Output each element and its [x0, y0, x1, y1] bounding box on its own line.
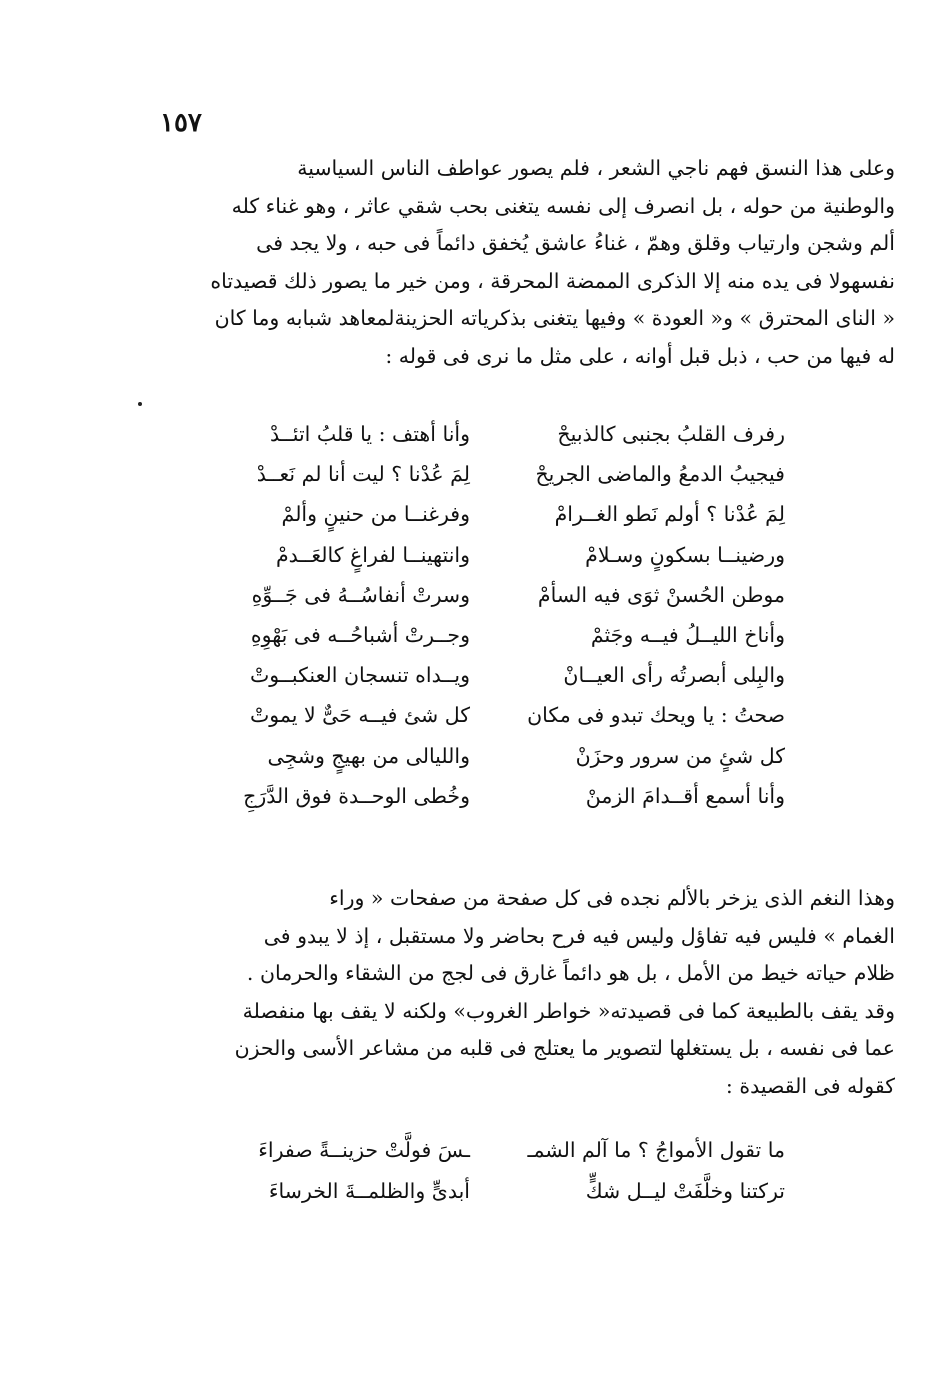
verse [200, 543, 785, 583]
verse [200, 462, 785, 502]
verse [200, 1179, 785, 1220]
verse-second-hemistich: لِمَ عُدْنا ؟ ليت أنا لم نَعــدْ [256, 462, 470, 487]
verse [200, 583, 785, 623]
text-line: عما فى نفسه ، بل يستغلها لتصوير ما يعتلج فى قلبه من مشاعر الأسى والحزن [234, 1036, 895, 1060]
verse-second-hemistich: وجــرتْ أشباحُــه فى بَهْوِهِ [250, 622, 470, 647]
verse-first-hemistich: وأناخ الليــلُ فيــه وجَثمْ [590, 622, 785, 647]
verse [200, 1138, 785, 1179]
text-line: كقوله فى القصيدة : [725, 1073, 895, 1098]
text-line: وهذا النغم الذى يزخر بالألم نجده فى كل صفحة من صفحات « وراء [329, 886, 895, 910]
verse-first-hemistich: ما تقول الأمواجُ ؟ ما آلم الشمـ [527, 1138, 785, 1162]
verse-first-hemistich: ورضينــا بسكونٍ وسـلامْ [585, 542, 785, 567]
verse-first-hemistich: كل شئٍ من سرور وحزَنْ [575, 743, 785, 768]
text-line: ألم وشجن وارتياب وقلق وهمّ ، غناءُ عاشق يُخفق دائماً فى حبه ، ولا يجد فى [256, 231, 895, 255]
verse-second-hemistich: كل شئ فيــه حَىٌّ لا يموتْ [249, 703, 470, 728]
verse-second-hemistich: أبدىٍّ والظلمــةَ الخرساءَ [268, 1179, 470, 1203]
poem-excerpt-1 [200, 422, 785, 824]
text-line: وقد يقف بالطبيعة كما فى قصيدته« خواطر الغروب» ولكنه لا يقف بها منفصلة [242, 998, 895, 1023]
verse-second-hemistich: وخُطى الوحــدة فوق الدَّرَجِ [243, 783, 470, 808]
verse [200, 784, 785, 824]
page-number: ١٥٧ [160, 108, 202, 138]
verse-first-hemistich: صحتُ : يا ويحك تبدو فى مكان [527, 703, 785, 728]
verse-first-hemistich: رفرف القلبُ بجنبى كالذبيحْ [557, 422, 785, 446]
print-speck [138, 402, 142, 406]
verse [200, 744, 785, 784]
paragraph-intro [160, 150, 895, 375]
verse-second-hemistich: وسرتْ أنفاسُــهُ فى جَــوِّهِ [251, 582, 470, 607]
verse [200, 703, 785, 743]
verse-first-hemistich: والبِلى أبصرتُه رأى العيــانْ [563, 663, 785, 688]
text-line: له فيها من حب ، ذبل قبل أوانه ، على مثل ما نرى فى قوله : [385, 343, 895, 368]
text-line: ظلام حياته خيط من الأمل ، بل هو دائماً غارق فى لجج من الشقاء والحرمان . [246, 961, 895, 985]
text-line: « الناى المحترق » و« العودة » وفيها يتغنى بذكرياته الحزينةلمعاهد شبابه وما كان [214, 306, 895, 330]
verse-first-hemistich: فيجيبُ الدمعُ والماضى الجريحْ [535, 462, 785, 487]
verse-second-hemistich: وانتهينــا لفراغٍ كالعَــدمْ [275, 542, 470, 567]
verse-first-hemistich: موطن الحُسنْ ثوَى فيه السأمْ [537, 582, 785, 607]
verse [200, 502, 785, 542]
verse-second-hemistich: والليالى من بهيجٍ وشجِى [267, 743, 470, 768]
paragraph-commentary [160, 880, 895, 1105]
verse [200, 422, 785, 462]
verse [200, 623, 785, 663]
verse-second-hemistich: وأنا أهتف : يا قلبُ اتئــدْ [270, 422, 470, 446]
verse-first-hemistich: لِمَ عُدْنا ؟ أولم نَطو الغــرامْ [554, 502, 785, 527]
text-line: وعلى هذا النسق فهم ناجي الشعر ، فلم يصور عواطف الناس السياسية [297, 156, 895, 180]
verse [200, 663, 785, 703]
verse-first-hemistich: تركتنا وخلَّفَتْ ليــل شكٍّ [585, 1179, 785, 1203]
text-line: والوطنية من حوله ، بل انصرف إلى نفسه يتغنى بحب شقي عاثر ، وهو غناء كله [231, 193, 895, 218]
text-line: نفسهولا فى يده منه إلا الذكرى الممضة المحرقة ، ومن خير ما يصور ذلك قصيدتاه [210, 268, 895, 293]
text-line: الغمام » فليس فيه تفاؤل وليس فيه فرح بحاضر ولا مستقبل ، إذ لا يبدو فى [263, 923, 895, 948]
poem-excerpt-2 [200, 1138, 785, 1220]
verse-first-hemistich: وأنا أسمع أقــدامَ الزمنْ [585, 783, 785, 808]
verse-second-hemistich: ـسَ فولَّتْ حزينــةً صفراءَ [258, 1138, 470, 1162]
verse-second-hemistich: وفرغنــا من حنينٍ وألمْ [281, 502, 470, 527]
verse-second-hemistich: ويــداه تنسجان العنكبــوتْ [250, 663, 470, 688]
